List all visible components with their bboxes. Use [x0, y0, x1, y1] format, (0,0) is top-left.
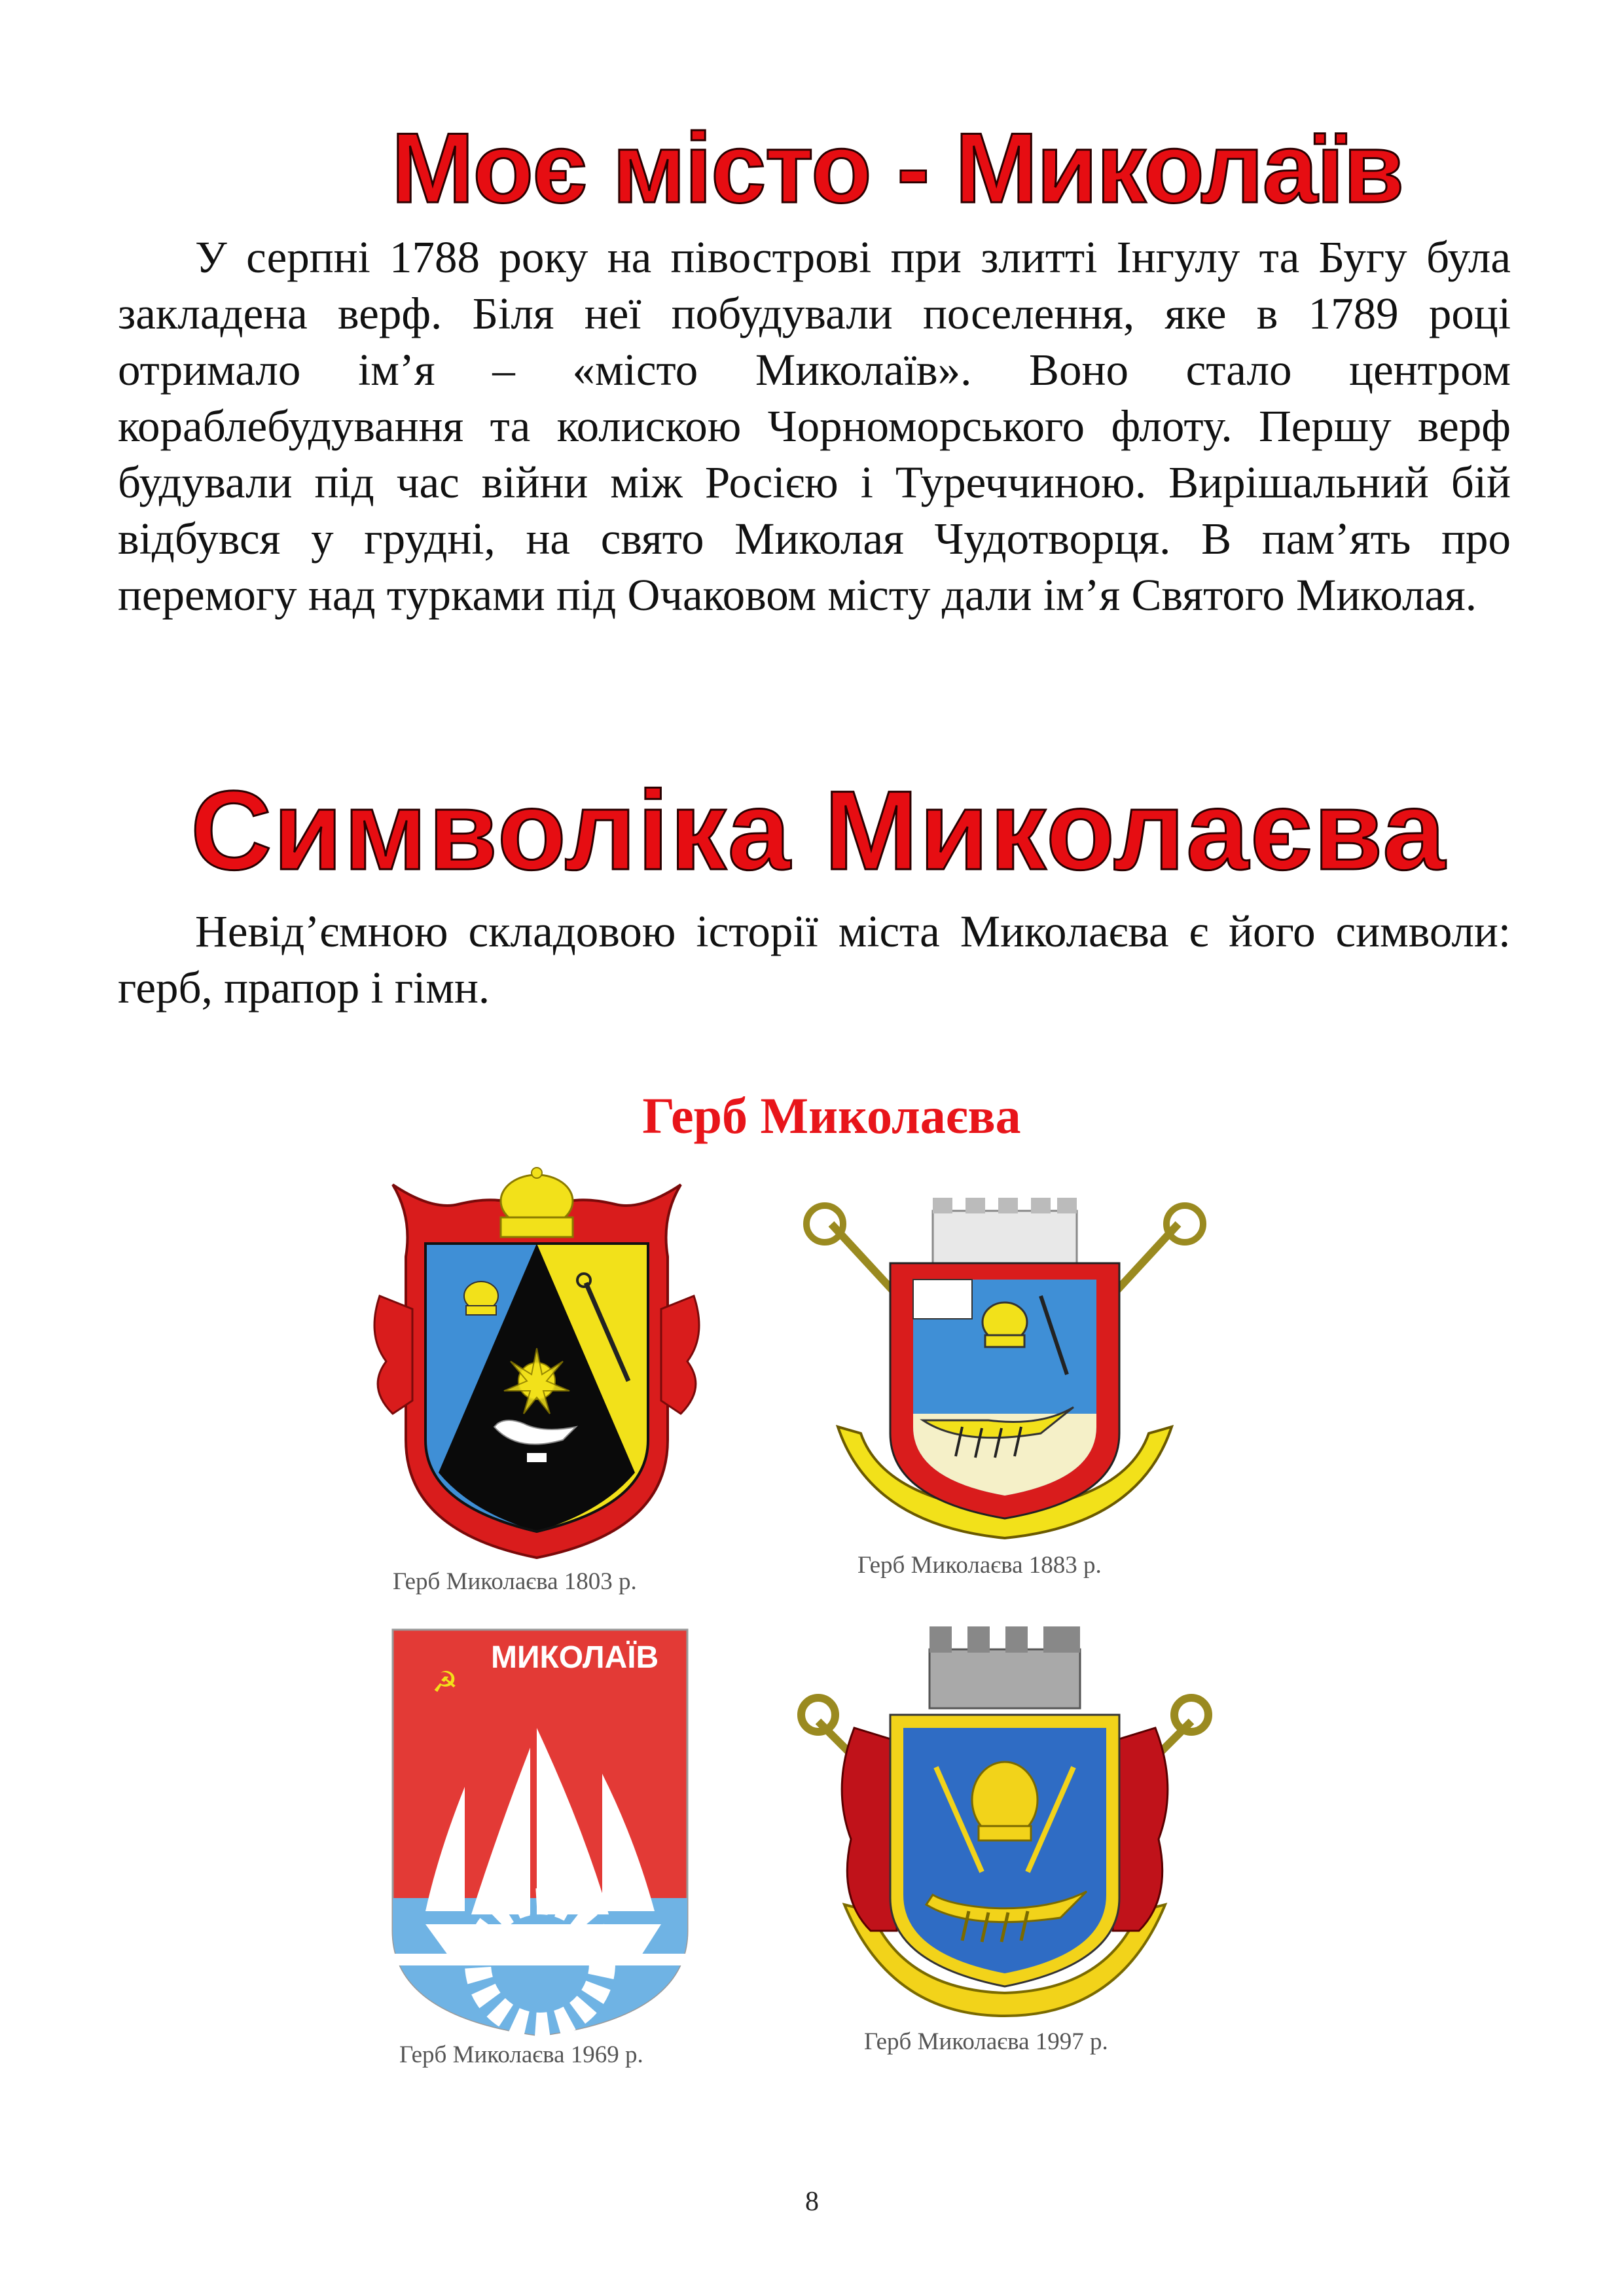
coat-caption-1803: Герб Миколаєва 1803 р. — [393, 1568, 637, 1595]
coat-of-arms-1997-image — [792, 1623, 1218, 2029]
coat-caption-1997: Герб Миколаєва 1997 р. — [864, 2028, 1108, 2055]
symbols-heading: Символіка Миколаєва — [190, 768, 1447, 893]
coat-of-arms-1969-image — [386, 1623, 694, 2042]
coat-of-arms-1883-image — [792, 1198, 1218, 1564]
intro-paragraph: У серпні 1788 року на півострові при злитті Інгулу та Бугу була закладена верф. Біля неї побудували поселення, яке в 1789 році отримало ім’я – «місто Миколаїв». Воно стало центром кораблебудування та колискою Чорноморського флоту. Першу верф будували під час війни між Росією і Туреччиною. Вирішальний бій відбувся у грудні, на свято Миколая Чудотворця. В пам’ять про перемогу над турками під Очаковом місту дали ім’я Святого Миколая. — [118, 232, 1511, 620]
coat-caption-1883: Герб Миколаєва 1883 р. — [857, 1552, 1102, 1579]
page-number: 8 — [805, 2187, 819, 2217]
coat-of-arms-1803-image — [367, 1165, 707, 1571]
svg-text:☭: ☭ — [432, 1666, 458, 1698]
symbols-paragraph: Невід’ємною складовою історії міста Миколаєва є його символи: герб, прапор і гімн. — [118, 906, 1511, 1013]
page-title: Моє місто - Миколаїв — [391, 113, 1403, 224]
coat-caption-1969: Герб Миколаєва 1969 р. — [399, 2041, 643, 2068]
coat-1969-inscription: МИКОЛАЇВ — [491, 1640, 659, 1675]
coat-of-arms-heading: Герб Миколаєва — [642, 1087, 1021, 1144]
